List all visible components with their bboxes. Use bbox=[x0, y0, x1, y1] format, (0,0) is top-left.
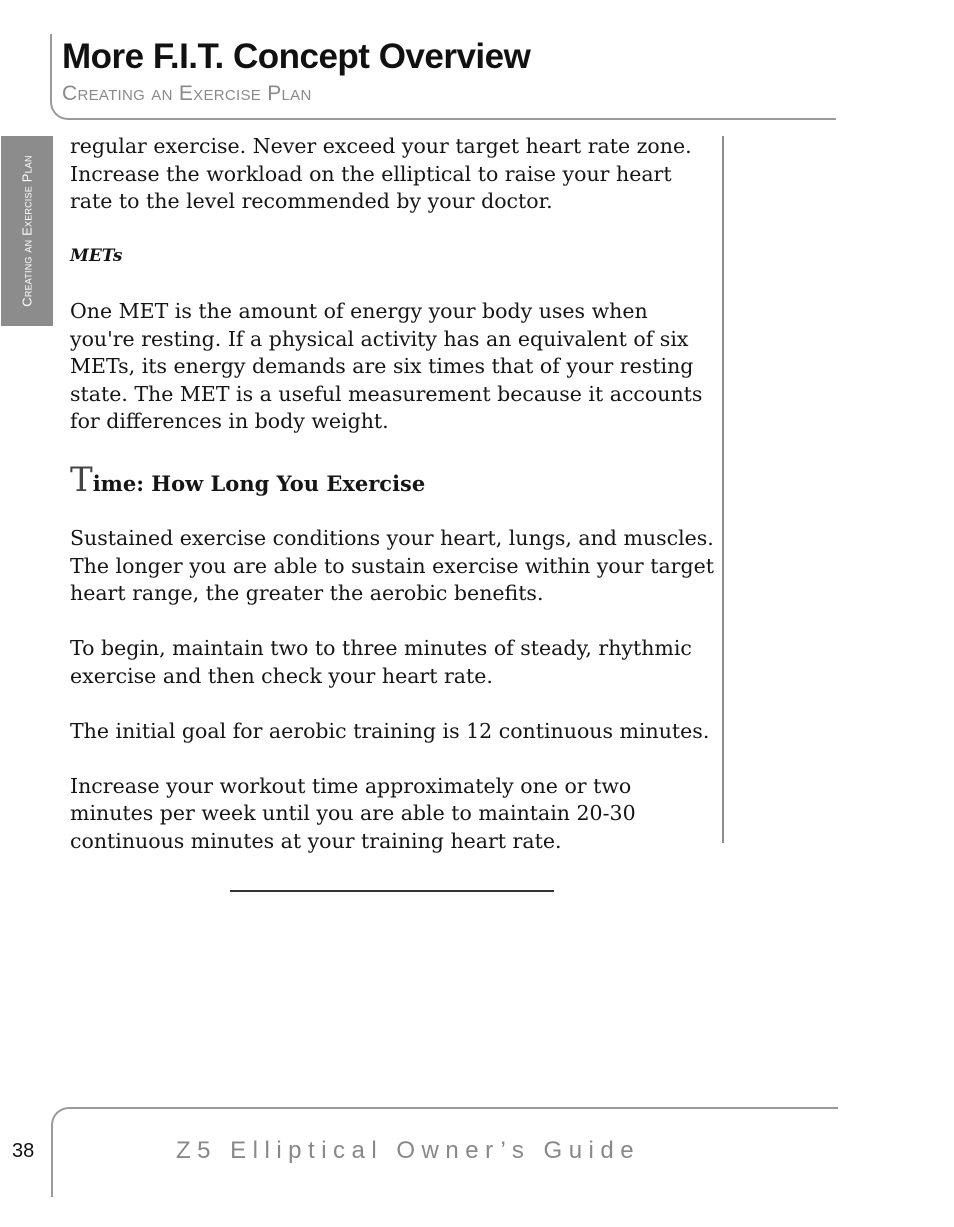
time-paragraph: To begin, maintain two to three minutes of steady, rhythmic exercise and then check your heart rate. bbox=[70, 636, 692, 688]
time-paragraph: Sustained exercise conditions your heart, lungs, and muscles. The longer you are able to sustain exercise within your target heart range, the greater the aerobic benefits. bbox=[70, 526, 714, 605]
mets-heading: METs bbox=[70, 246, 123, 266]
footer-guide-title: Z5 Elliptical Owner’s Guide bbox=[176, 1137, 641, 1164]
page-title: More F.I.T. Concept Overview bbox=[62, 37, 531, 76]
time-paragraph: Increase your workout time approximately one or two minutes per week until you are able to maintain 20-30 continuous minutes at your training heart rate. bbox=[70, 773, 636, 853]
main-content bbox=[70, 133, 716, 883]
column-divider bbox=[722, 136, 724, 843]
side-tab-label: Creating an Exercise Plan bbox=[19, 155, 35, 307]
time-paragraph: The initial goal for aerobic training is 12 continuous minutes. bbox=[70, 718, 710, 743]
mets-paragraph: One MET is the amount of energy your body uses when you're resting. If a physical activity has an equivalent of six METs, its energy demands are six times that of your resting state. The MET is a useful measurement because it accounts for differences in body weight. bbox=[70, 299, 703, 433]
time-heading-text: ime: How Long You Exercise bbox=[92, 471, 426, 496]
page-number: 38 bbox=[12, 1140, 35, 1162]
time-section-heading bbox=[70, 460, 716, 501]
intro-paragraph: regular exercise. Never exceed your target heart rate zone. Increase the workload on the elliptical to raise your heart rate to the level recommended by your doctor. bbox=[70, 134, 692, 213]
section-end-rule bbox=[230, 890, 554, 892]
time-heading-initial: T bbox=[70, 460, 93, 500]
section-subtitle: Creating an Exercise Plan bbox=[62, 82, 312, 105]
side-tab bbox=[1, 136, 53, 326]
